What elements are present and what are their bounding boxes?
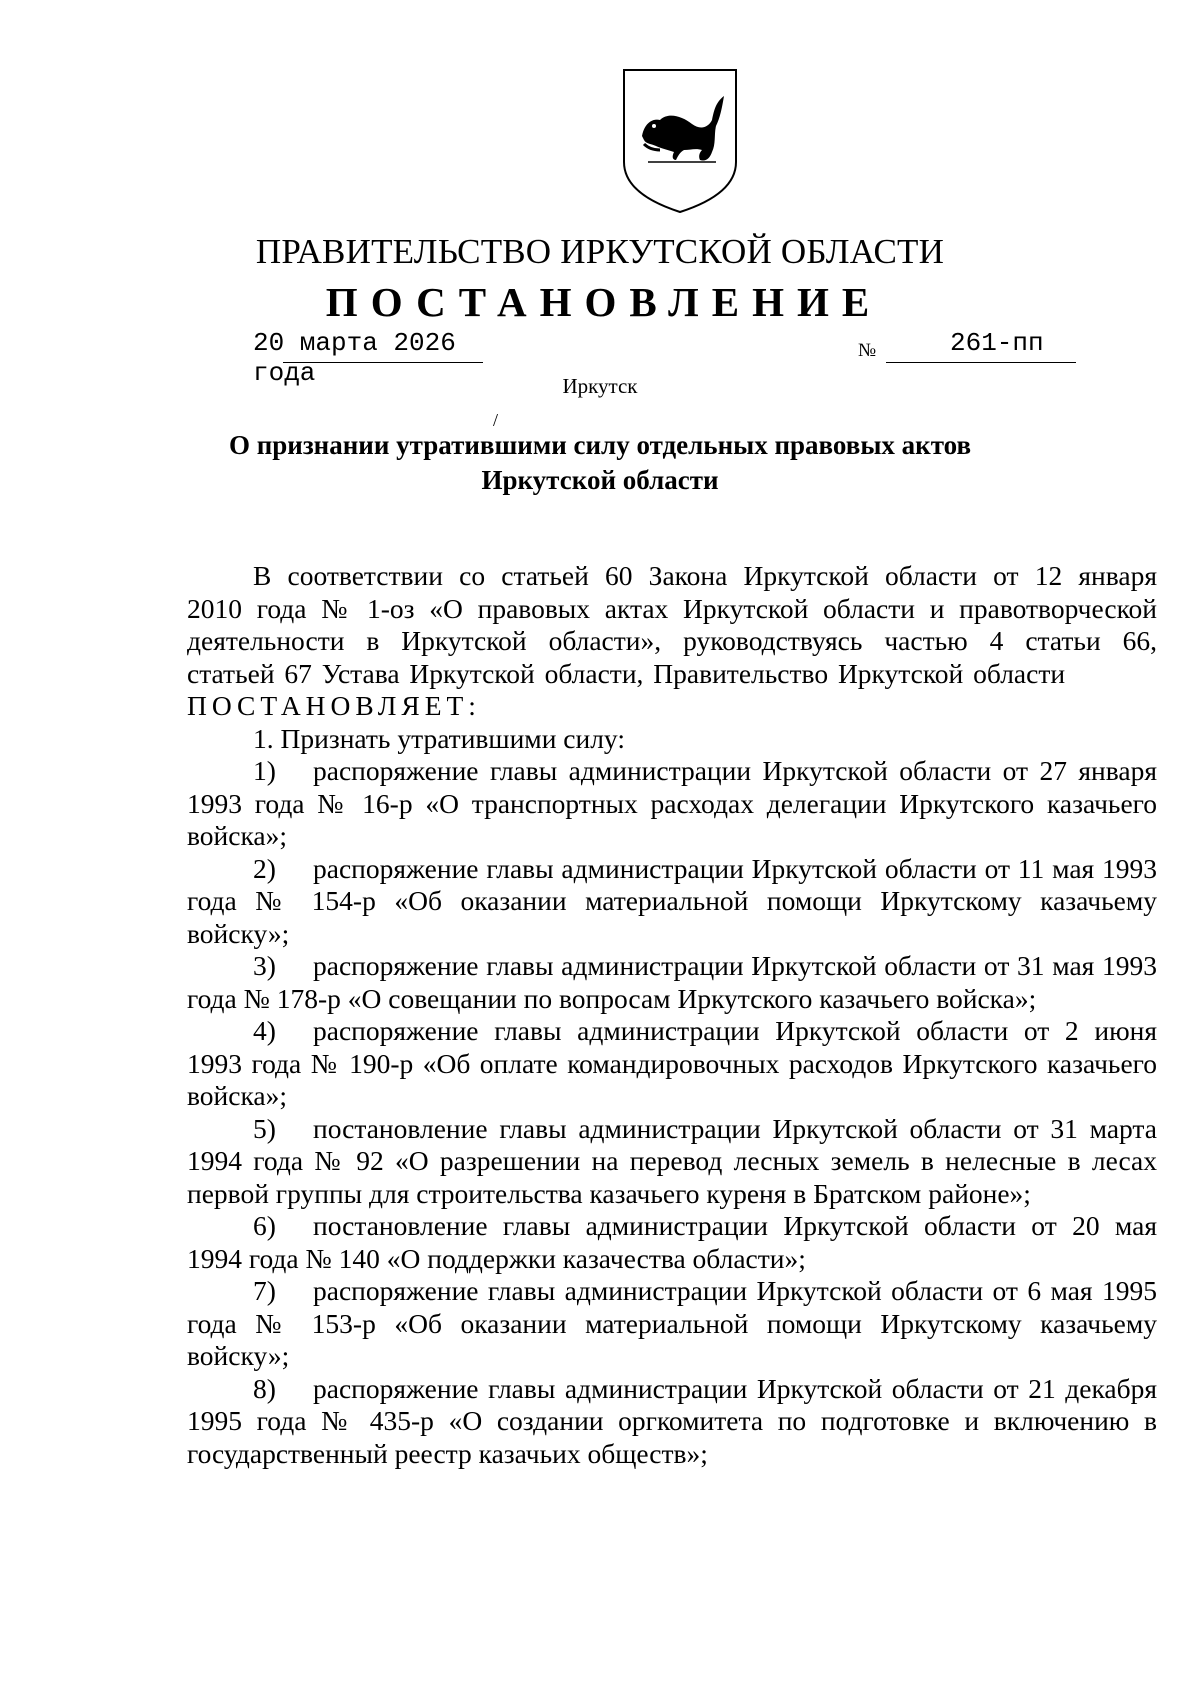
list-item — [187, 1210, 1157, 1275]
list-item — [187, 1113, 1157, 1211]
list-item-number: 5) — [253, 1112, 276, 1144]
decree-word: ПОСТАНОВЛЯЕТ: — [187, 690, 481, 721]
document-number: 261-пп — [950, 328, 1044, 358]
list-item-number: 8) — [253, 1372, 276, 1404]
list-item-number: 4) — [253, 1015, 276, 1046]
preamble-paragraph: В соответствии со статьей 60 Закона Иркутской области от 12 января 2010 года № 1-оз «О правовых актах Иркутской области и правотворческой деятельности в Иркутской области», руководствуясь частью 4 статьи 66, статьей 67 Устава Иркутской области, Правительство Иркутской области — [187, 560, 1157, 689]
list-item-number: 7) — [253, 1275, 276, 1306]
city-name: Иркутск — [562, 374, 638, 398]
coat-of-arms-emblem — [620, 66, 740, 216]
document-date: 20 марта 2026 года — [253, 328, 456, 388]
list-item-text: распоряжение главы администрации Иркутской области от 21 декабря 1995 года № 435-р «О создании оргкомитета по подготовке и включению в государственный реестр казачьих обществ»; — [187, 1372, 1157, 1469]
title-line-1: О признании утратившими силу отдельных правовых актов — [228, 430, 972, 460]
list-item-text: постановление главы администрации Иркутской области от 20 мая 1994 года № 140 «О поддержки казачества области»; — [187, 1210, 1157, 1274]
list-item-text: распоряжение главы администрации Иркутской области от 2 июня 1993 года № 190-р «Об оплате командировочных расходов Иркутского казачьего войска»; — [187, 1015, 1157, 1111]
date-underline — [283, 362, 483, 363]
list-item-text: распоряжение главы администрации Иркутской области от 11 мая 1993 года № 154-р «Об оказании материальной помощи Иркутскому казачьему войску»; — [187, 852, 1157, 949]
number-sign: № — [858, 340, 877, 361]
list-item — [187, 755, 1157, 853]
list-item — [187, 853, 1157, 951]
list-item-text: распоряжение главы администрации Иркутской области от 27 января 1993 года № 16-р «О транспортных расходах делегации Иркутского казачьего войска»; — [187, 755, 1157, 851]
list-item-text: распоряжение главы администрации Иркутской области от 6 мая 1995 года № 153-р «Об оказании материальной помощи Иркутскому казачьему войску»; — [187, 1275, 1157, 1371]
number-underline — [886, 362, 1076, 363]
repealed-acts-list — [187, 755, 1157, 1470]
organization-name: ПРАВИТЕЛЬСТВО ИРКУТСКОЙ ОБЛАСТИ — [255, 232, 945, 271]
list-item — [187, 950, 1157, 1015]
title-line-2: Иркутской области — [481, 465, 719, 495]
list-item-number: 3) — [253, 950, 276, 981]
irkutsk-coat-of-arms-icon — [620, 66, 740, 216]
document-type: ПОСТАНОВЛЕНИЕ — [325, 279, 883, 325]
list-item-number: 6) — [253, 1210, 276, 1241]
list-item-number: 1) — [253, 755, 276, 786]
list-item — [187, 1275, 1157, 1373]
list-item — [187, 1015, 1157, 1113]
stray-mark: / — [493, 410, 499, 430]
document-title — [0, 428, 1200, 498]
list-item — [187, 1373, 1157, 1471]
list-item-text: постановление главы администрации Иркутской области от 31 марта 1994 года № 92 «О разрешении на перевод лесных земель в нелесные в лесах первой группы для строительства казачьего куреня в Братском районе»; — [187, 1112, 1157, 1209]
document-body — [187, 560, 1157, 1470]
clause-1: 1. Признать утратившими силу: — [253, 722, 625, 754]
list-item-text: распоряжение главы администрации Иркутской области от 31 мая 1993 года № 178-р «О совещании по вопросам Иркутского казачьего войска»; — [187, 950, 1157, 1014]
list-item-number: 2) — [253, 852, 276, 884]
